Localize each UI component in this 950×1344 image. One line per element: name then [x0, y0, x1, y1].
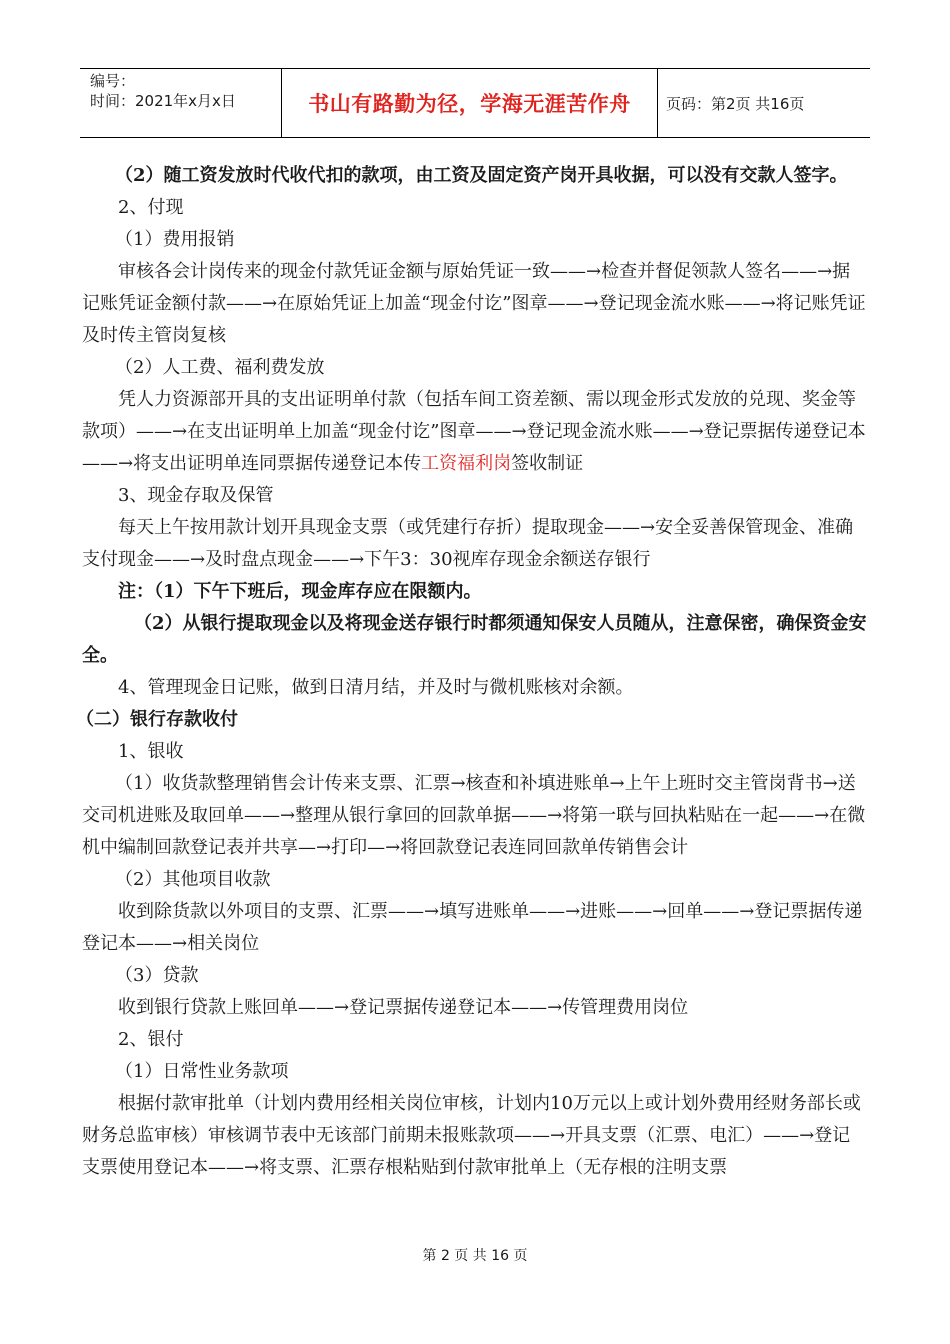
time-label: 时间：2021年x月x日: [90, 92, 236, 110]
header-left-cell: [80, 69, 282, 137]
section-heading: 3、现金存取及保管: [118, 485, 274, 506]
paragraph: [82, 384, 868, 480]
paragraph: 收到银行贷款上账回单——→登记票据传递登记本——→传管理费用岗位: [118, 997, 689, 1018]
subsection-heading: （2）人工费、福利费发放: [115, 357, 325, 378]
document-body: [76, 160, 868, 1184]
paragraph: （1）收货款整理销售会计传来支票、汇票→核查和补填进账单→上午上班时交主管岗背书→送交司机进账及取回单——→整理从银行拿回的回款单据——→将第一联与回执粘贴在一起——→在微机中编制回款登记表并共享—→打印—→将回款登记表连同回款单传销售会计: [82, 773, 866, 858]
page-label: 页码：第2页 共16页: [666, 94, 805, 113]
number-label: 编号：: [90, 72, 136, 90]
note: 注：（1）下午下班后，现金库存应在限额内。: [118, 581, 482, 602]
page-footer: 第 2 页 共 16 页: [422, 1248, 528, 1264]
paragraph: 根据付款审批单（计划内费用经相关岗位审核，计划内10万元以上或计划外费用经财务部长或财务总监审核）审核调节表中无该部门前期未报账款项——→开具支票（汇票、电汇）——→登记支票使用登记本——→将支票、汇票存根粘贴到付款审批单上（无存根的注明支票: [82, 1093, 861, 1178]
section-heading: 2、付现: [118, 197, 184, 218]
subsection-heading: （3）贷款: [115, 965, 199, 986]
section-heading: 1、银收: [118, 741, 184, 762]
page-header: [80, 68, 870, 138]
paragraph-text: 凭人力资源部开具的支出证明单付款（包括车间工资差额、需以现金形式发放的兑现、奖金等款项）——→在支出证明单上加盖“现金付讫”图章——→登记现金流水账——→登记票据传递登记本——→将支出证明单连同票据传递登记本传: [82, 389, 866, 474]
note: （2）从银行提取现金以及将现金送存银行时都须通知保安人员随从，注意保密，确保资金安全。: [82, 613, 867, 666]
section-heading: 2、银付: [118, 1029, 184, 1050]
paragraph: 收到除货款以外项目的支票、汇票——→填写进账单——→进账——→回单——→登记票据传递登记本——→相关岗位: [82, 901, 863, 954]
paragraph: （2）随工资发放时代收代扣的款项，由工资及固定资产岗开具收据，可以没有交款人签字。: [115, 165, 848, 186]
paragraph-text: 签收制证: [511, 453, 584, 474]
paragraph: 4、管理现金日记账，做到日清月结，并及时与微机账核对余额。: [118, 677, 634, 698]
paragraph: 每天上午按用款计划开具现金支票（或凭建行存折）提取现金——→安全妥善保管现金、准确支付现金——→及时盘点现金——→下午3：30视库存现金余额送存银行: [82, 517, 854, 570]
highlight-text: 工资福利岗: [421, 453, 512, 474]
subsection-heading: （1）费用报销: [115, 229, 235, 250]
section-heading: （二）银行存款收付: [76, 709, 238, 730]
subsection-heading: （1）日常性业务款项: [115, 1061, 289, 1082]
paragraph: 审核各会计岗传来的现金付款凭证金额与原始凭证一致——→检查并督促领款人签名——→据记账凭证金额付款——→在原始凭证上加盖“现金付讫”图章——→登记现金流水账——→将记账凭证及时传主管岗复核: [82, 261, 866, 346]
subsection-heading: （2）其他项目收款: [115, 869, 271, 890]
motto: 书山有路勤为径，学海无涯苦作舟: [282, 69, 658, 137]
